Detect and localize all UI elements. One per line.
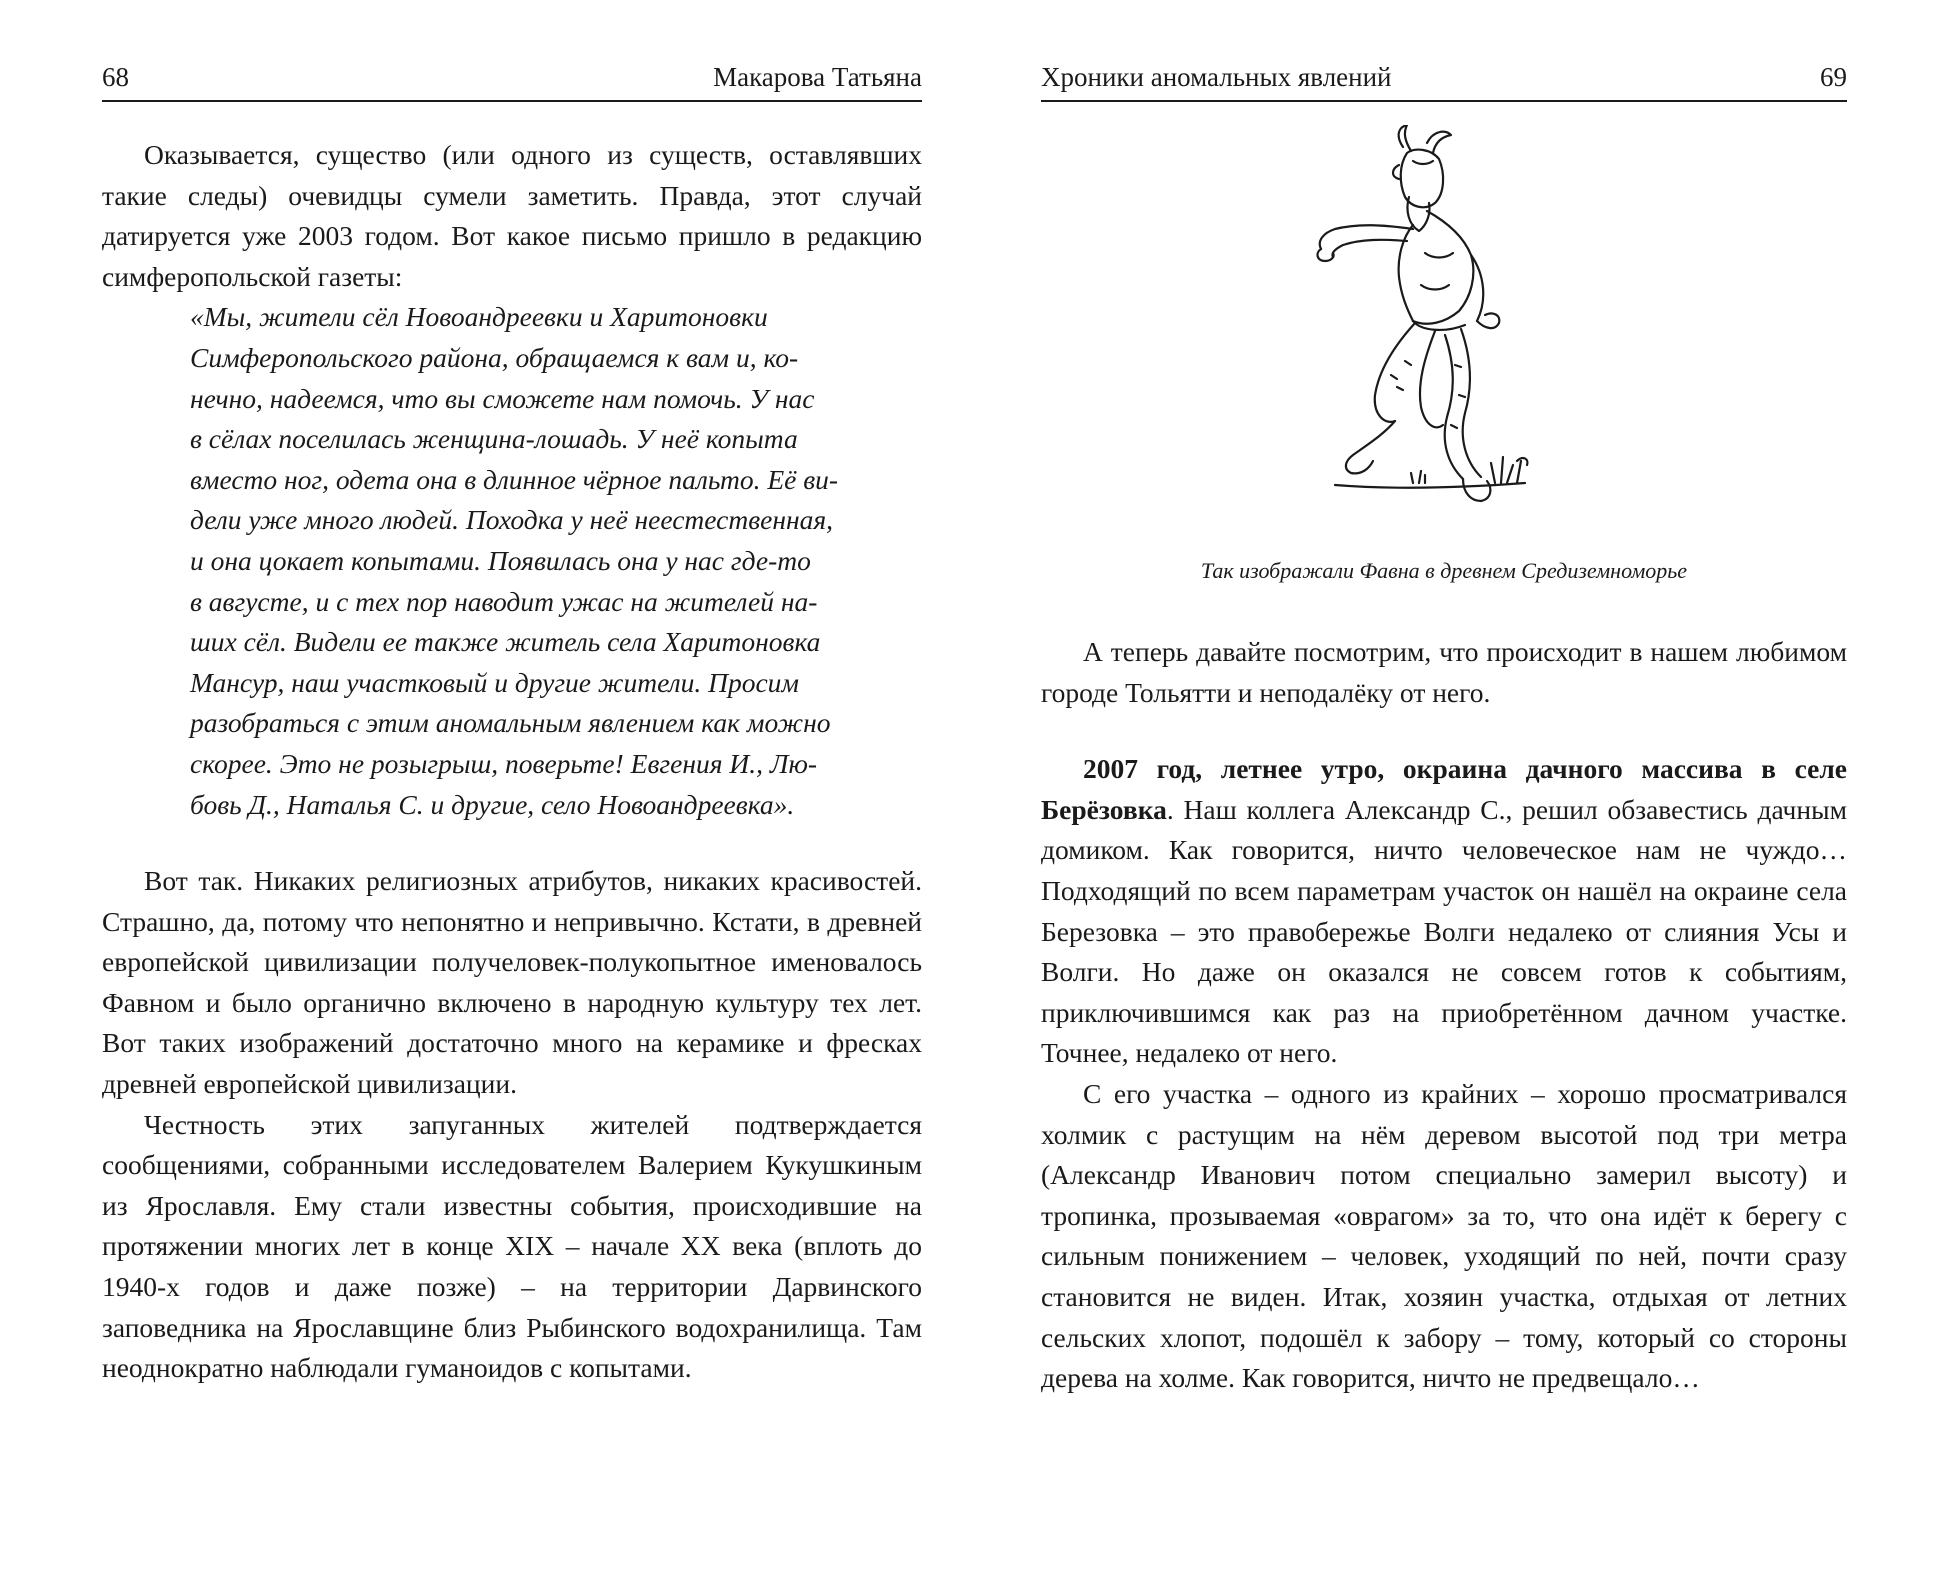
quote-line: и она цокает копытами. Появилась она у нас где-то bbox=[190, 544, 811, 576]
quote-line: разобраться с этим аномальным явлением как можно bbox=[190, 707, 831, 739]
quote-line: Симферопольского района, обращаемся к вам и, ко- bbox=[190, 341, 799, 373]
right-running-head: Хроники аномальных явлений bbox=[1041, 62, 1392, 92]
right-paragraph-1: А теперь давайте посмотрим, что происходит в нашем любимом городе Тольятти и неподалёку от него. bbox=[1041, 636, 1847, 708]
right-paragraph-2-lead: 2007 год, летнее утро, окраина дачного массива в селе Берёзовка bbox=[1041, 753, 1847, 825]
left-page-number: 68 bbox=[102, 62, 129, 92]
right-paragraph-2-rest: . Наш коллега Александр С., решил обзавестись дачным домиком. Как говорится, ничто человеческое нам не чуждо… Подходящий по всем параметрам участок он нашёл на окраине села Березовка – это правобережье Волги недалеко от слияния Усы и Волги. Но даже он оказался не совсем готов к событиям, приключившимся как раз на приобретённом дачном участке. Точнее, недалеко от него. bbox=[1041, 793, 1847, 1069]
quote-line: вместо ног, одета она в длинное чёрное пальто. Её ви- bbox=[190, 463, 839, 495]
left-paragraph-3: Честность этих запуганных жителей подтверждается сообщениями, собранными исследователем Валерием Кукушкиным из Ярославля. Ему стали известны события, происходившие на протяжении многих лет в конце XIX – начале XX века (вплоть до 1940-х годов и даже позже) – на территории Дарвинского заповедника на Ярославщине близ Рыбинского водохранилища. Там неоднократно наблюдали гуманоидов с копытами. bbox=[102, 1108, 922, 1384]
quote-line: бовь Д., Наталья С. и другие, село Новоандреевка». bbox=[190, 788, 795, 820]
right-page-number: 69 bbox=[1820, 62, 1847, 92]
quote-line: в августе, и с тех пор наводит ужас на жителей на- bbox=[190, 585, 818, 617]
left-header-rule bbox=[102, 100, 922, 102]
figure-caption: Так изображали Фавна в древнем Средиземноморье bbox=[1200, 558, 1688, 583]
left-paragraph-2: Вот так. Никаких религиозных атрибутов, никаких красивостей. Страшно, да, потому что непонятно и непривычно. Кстати, в древней европейской цивилизации получеловек-полукопытное именовалось Фавном и было органично включено в народную культуру тех лет. Вот таких изображений достаточно много на керамике и фресках древней европейской цивилизации. bbox=[102, 865, 922, 1100]
quote-line: скорее. Это не розыгрыш, поверьте! Евгения И., Лю- bbox=[190, 747, 818, 779]
right-paragraph-3: С его участка – одного из крайних – хорошо просматривался холмик с растущим на нём деревом высотой под три метра (Александр Иванович потом специально замерил высоту) и тропинка, прозываемая «оврагом» за то, что она идёт к берегу с сильным понижением – человек, уходящий по ней, почти сразу становится не виден. Итак, хозяин участка, отдыхая от летних сельских хлопот, подошёл к забору – тому, который со стороны дерева на холме. Как говорится, ничто не предвещало… bbox=[1041, 1077, 1847, 1394]
right-page-body bbox=[1041, 632, 1847, 1399]
right-page bbox=[975, 0, 1950, 1577]
letter-quote bbox=[102, 297, 922, 825]
quote-line: ших сёл. Видели ее также житель села Харитоновка bbox=[190, 626, 821, 658]
quote-line: «Мы, жители сёл Новоандреевки и Харитоновки bbox=[190, 301, 768, 333]
quote-line: в сёлах поселилась женщина-лошадь. У неё копыта bbox=[190, 423, 798, 455]
left-paragraph-1: Оказывается, существо (или одного из существ, оставлявших такие следы) очевидцы сумели заметить. Правда, этот случай датируется уже 2003 годом. Вот какое письмо пришло в редакцию симферопольской газеты: bbox=[102, 139, 922, 292]
faun-illustration bbox=[1295, 125, 1555, 535]
right-header-rule bbox=[1041, 100, 1847, 102]
quote-line: нечно, надеемся, что вы сможете нам помочь. У нас bbox=[190, 382, 815, 414]
right-paragraph-2 bbox=[1041, 749, 1847, 1074]
left-page-body bbox=[102, 135, 922, 1389]
left-running-head: Макарова Татьяна bbox=[713, 62, 922, 92]
quote-line: Мансур, наш участковый и другие жители. Просим bbox=[190, 666, 799, 698]
quote-line: дели уже много людей. Походка у неё неестественная, bbox=[190, 504, 834, 536]
